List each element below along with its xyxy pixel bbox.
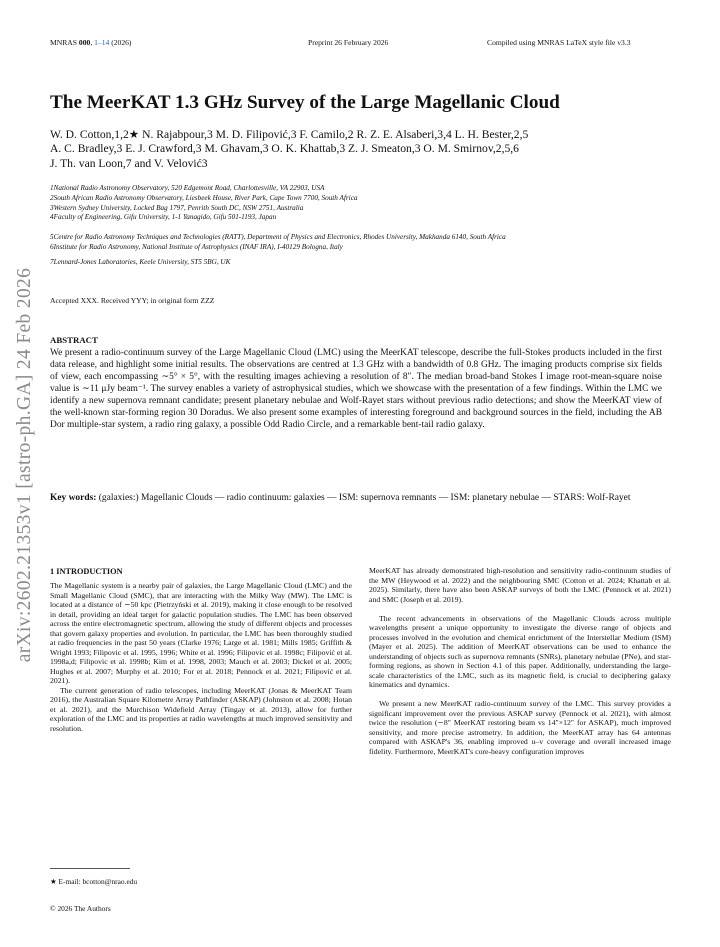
paper-title: The MeerKAT 1.3 GHz Survey of the Large Magellanic Cloud <box>50 92 560 113</box>
copyright: © 2026 The Authors <box>50 904 111 913</box>
intro-paragraph-2: The current generation of radio telescopes, including MeerKAT (Jonas & MeerKAT Team 2016), the Australian Square Kilometre Array Pathfinder (ASKAP) (Johnston et al. 2008; Hotan et al. 2021), and the Murchison Widefield Array (Tingay et al. 2013), allow for further exploration of the LMC and its properties at radio wavelengths at much improved sensitivity and resolution. <box>50 685 352 733</box>
keywords-text: (galaxies:) Magellanic Clouds — radio continuum: galaxies — ISM: supernova remnants — ISM: planetary nebulae — STARS: Wolf-Rayet <box>98 493 631 503</box>
right-column <box>369 566 671 756</box>
intro-paragraph-5: We present a new MeerKAT radio-continuum survey of the LMC. This survey provides a significant improvement over the previous ASKAP survey (Pennock et al. 2021), with almost twice the resolution (∼8″ MeerKAT restoring beam vs 14″×12″ for ASKAP), much improved sensitivity, and more precise astrometry. In addition, the MeerKAT array has 64 antennas compared with ASKAP's 36, enabling improved u–v coverage and overall increased image fidelity. Furthermore, MeerKAT's core-heavy configuration improves <box>369 699 671 756</box>
intro-paragraph-3: MeerKAT has already demonstrated high-resolution and sensitivity radio-continuum studies of the MW (Heywood et al. 2022) and the neighbouring SMC (Cotton et al. 2024; Khattab et al. 2025). Similarly, there have also been ASKAP surveys of both the LMC (Pennock et al. 2021) and SMC (Joseph et al. 2019). <box>369 566 671 604</box>
affiliation-5: 5Centre for Radio Astronomy Techniques and Technologies (RATT), Department of Physics and Electronics, Rhodes University, Makhanda 6140, South Africa <box>50 233 506 241</box>
running-header-preprint: Preprint 26 February 2026 <box>308 38 389 47</box>
authors-line-2: A. C. Bradley,3 E. J. Crawford,3 M. Ghavam,3 O. K. Khattab,3 Z. J. Smeaton,3 O. M. Smirnov,2,5,6 <box>50 142 519 155</box>
affiliation-1: 1National Radio Astronomy Observatory, 520 Edgemont Road, Charlottesville, VA 22903, USA <box>50 184 325 192</box>
running-header-journal: MNRAS 000, 1–14 (2026) <box>50 38 132 47</box>
keywords-label: Key words: <box>50 493 97 503</box>
page-range-link[interactable]: 1–14 <box>94 38 110 47</box>
running-header-compiled: Compiled using MNRAS LaTeX style file v3.3 <box>487 38 631 47</box>
keywords <box>50 492 662 504</box>
footnote-email[interactable]: ★ E-mail: bcotton@nrao.edu <box>50 877 138 886</box>
intro-paragraph-1: The Magellanic system is a nearby pair of galaxies, the Large Magellanic Cloud (LMC) and the Small Magellanic Cloud (SMC), that are interacting with the Milky Way (MW). The LMC is located at a distance of ∼50 kpc (Pietrzyński et al. 2019), making it close enough to be resolved in detail, providing an ideal target for galactic population studies. The LMC has been observed across the entire electromagnetic spectrum, allowing the study of different objects and processes that govern galaxy properties and evolution. In particular, the LMC has been thoroughly studied at radio frequencies in the past 50 years (Clarke 1976; Large et al. 1981; Mills 1985; Griffith & Wright 1993; Filipovic et al. 1995, 1996; White et al. 1996; Filipovic et al. 1998c; Filipović et al. 1998a,d; Filipovic et al. 1998b; Kim et al. 1998, 2003; Mauch et al. 2003; Dickel et al. 2005; Hughes et al. 2007; Murphy et al. 2010; For et al. 2018; Pennock et al. 2021; Filipović et al. 2021). <box>50 581 352 685</box>
affiliation-7: 7Lennard-Jones Laboratories, Keele University, ST5 5BG, UK <box>50 258 231 266</box>
left-column <box>50 581 352 733</box>
authors-line-3: J. Th. van Loon,7 and V. Velović3 <box>50 157 208 170</box>
accepted-line: Accepted XXX. Received YYY; in original form ZZZ <box>50 296 215 305</box>
abstract-text: We present a radio-continuum survey of the Large Magellanic Cloud (LMC) using the MeerKAT telescope, describe the full-Stokes products included in the first data release, and highlight some initial results. The observations are centred at 1.3 GHz with a bandwidth of 0.8 GHz. The imaging products comprise six fields of view, each encompassing ∼5° × 5°, with the resulting images achieving a resolution of 8″. The median broad-band Stokes I image root-mean-square noise value is ∼11 μJy beam⁻¹. The survey enables a variety of astrophysical studies, which we showcase with the presentation of a few findings. Within the LMC we identify a new supernova remnant candidate; present planetary nebulae and Wolf-Rayet stars without previous radio detections; and show the MeerKAT view of the well-known star-forming region 30 Doradus. We also present some examples of interesting foreground and background sources in the field, including the AB Dor multiple-star system, a radio ring galaxy, a possible Odd Radio Circle, and a remarkable bent-tail radio galaxy. <box>50 348 662 431</box>
affiliation-6: 6Institute for Radio Astronomy, National Institute of Astrophysics (INAF IRA), I-40129 Bologna, Italy <box>50 242 343 251</box>
affiliation-3: 3Western Sydney University, Locked Bag 1797, Penrith South DC, NSW 2751, Australia <box>50 203 304 212</box>
abstract-heading: ABSTRACT <box>50 335 98 345</box>
footnote-rule <box>50 868 130 869</box>
authors-line-1: W. D. Cotton,1,2★ N. Rajabpour,3 M. D. Filipović,3 F. Camilo,2 R. Z. E. Alsaberi,3,4 L. H. Bester,2,5 <box>50 128 529 141</box>
affiliation-2: 2South African Radio Astronomy Observatory, Liesbeek House, River Park, Cape Town 7700, South Africa <box>50 194 358 202</box>
section-heading-introduction: 1 INTRODUCTION <box>50 567 123 576</box>
arxiv-stamp: arXiv:2602.21353v1 [astro-ph.GA] 24 Feb 2026 <box>14 267 35 663</box>
intro-paragraph-4: The recent advancements in observations of the Magellanic Clouds across multiple wavelengths present a unique opportunity to investigate the diverse range of objects and processes involved in the evolution and chemical enrichment of the Interstellar Medium (ISM) (Mayer et al. 2025). The addition of MeerKAT observations can be used to enhance the understanding of objects such as supernova remnants (SNRs), planetary nebulae (PNe), and star-forming regions, as shown in Section 4.1 of this paper. Additionally, understanding the large-scale characteristics of the LMC, such as its magnetic field, is crucial to deciphering galaxy kinematics and dynamics. <box>369 613 671 689</box>
affiliation-4: 4Faculty of Engineering, Gifu University, 1-1 Yanagido, Gifu 501-1193, Japan <box>50 213 277 221</box>
